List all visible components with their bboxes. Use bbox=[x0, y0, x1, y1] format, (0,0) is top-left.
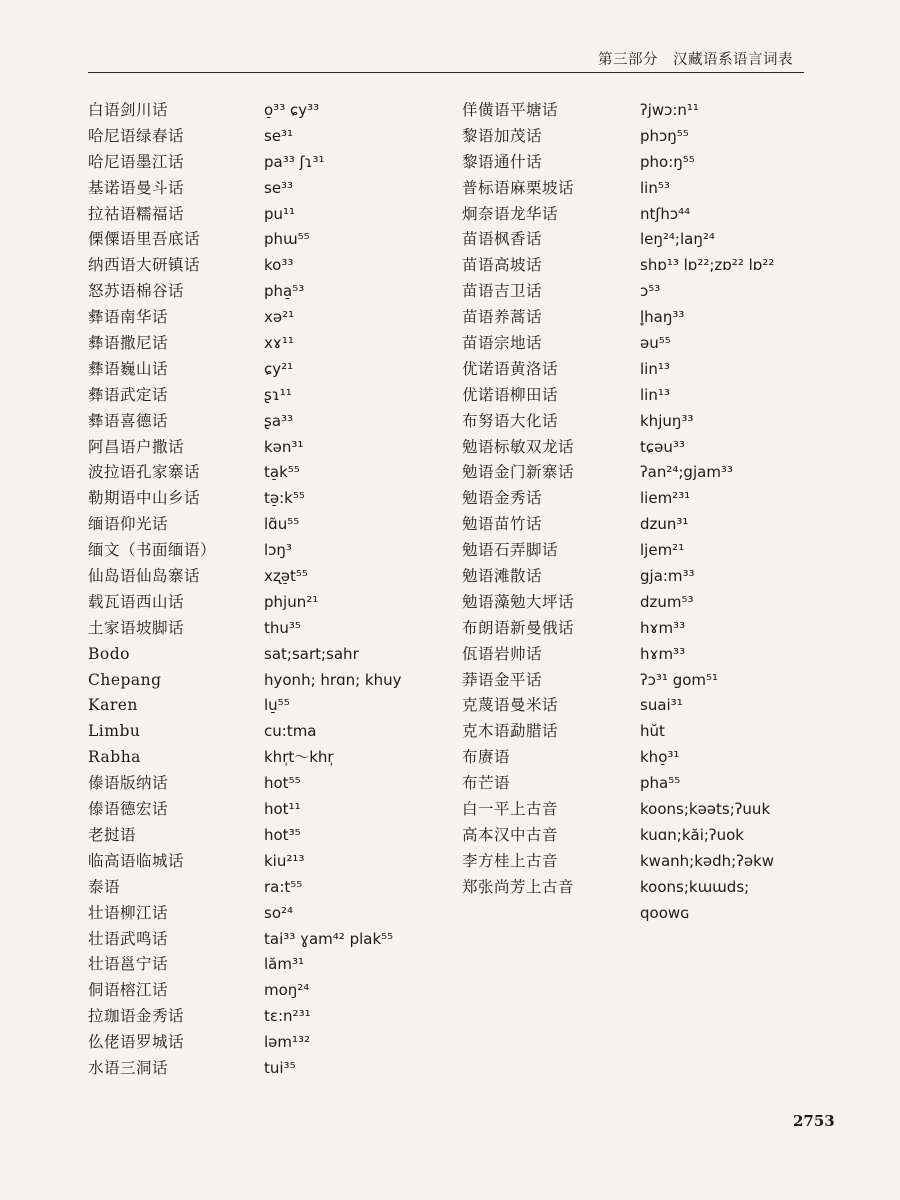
word-form: kiu²¹³ bbox=[264, 851, 305, 870]
entry-row bbox=[88, 331, 458, 357]
word-form: ntʃhɔ⁴⁴ bbox=[640, 204, 691, 223]
word-form: koons;kəəts;ʔuuk bbox=[640, 800, 771, 819]
entry-row bbox=[462, 124, 822, 150]
entry-row bbox=[88, 305, 458, 331]
word-form: lu̠⁵⁵ bbox=[264, 696, 290, 715]
language-name: 布朗语新曼俄话 bbox=[462, 618, 575, 637]
language-name: 老挝语 bbox=[88, 825, 137, 844]
word-form: pha⁵⁵ bbox=[640, 774, 681, 793]
language-name: 苗语吉卫话 bbox=[462, 282, 543, 301]
word-form: tui³⁵ bbox=[264, 1058, 296, 1077]
language-name: 仙岛语仙岛寨话 bbox=[88, 567, 201, 586]
word-form: sat;sart;sahr bbox=[264, 644, 359, 663]
language-name: 泰语 bbox=[88, 877, 121, 896]
entry-row bbox=[462, 538, 822, 564]
word-form: ɕy²¹ bbox=[264, 359, 294, 378]
word-form: ʔjwɔ:n¹¹ bbox=[640, 101, 699, 119]
word-form: hɤm³³ bbox=[640, 618, 686, 637]
entry-row bbox=[88, 486, 458, 512]
language-name: 优诺语柳田话 bbox=[462, 385, 559, 404]
language-name: 仫佬语罗城话 bbox=[88, 1033, 185, 1052]
entry-row bbox=[88, 693, 458, 719]
word-form: xə²¹ bbox=[264, 308, 295, 327]
word-form-continuation: qoowɢ bbox=[640, 903, 690, 922]
entry-row bbox=[462, 305, 822, 331]
language-name: 佯僙语平塘话 bbox=[462, 101, 559, 119]
word-form: phɯ⁵⁵ bbox=[264, 230, 310, 249]
language-name: 彝语武定话 bbox=[88, 385, 169, 404]
language-name: Bodo bbox=[88, 644, 130, 663]
language-name: 克蔑语曼米话 bbox=[462, 696, 559, 715]
word-form: hot⁵⁵ bbox=[264, 774, 301, 793]
word-form: lɔŋ³ bbox=[264, 541, 292, 560]
entry-row bbox=[462, 771, 822, 797]
entry-row bbox=[88, 538, 458, 564]
language-name: 苗语养蒿话 bbox=[462, 308, 543, 327]
word-form: gja:m³³ bbox=[640, 567, 695, 586]
language-name: 苗语枫香话 bbox=[462, 230, 543, 249]
word-form: koons;kɯɯds; bbox=[640, 877, 750, 896]
language-name: 普标语麻栗坡话 bbox=[462, 178, 575, 197]
entry-row bbox=[462, 227, 822, 253]
entry-row bbox=[88, 616, 458, 642]
word-form: kwanh;kədh;ʔəkw bbox=[640, 851, 775, 870]
word-form: pha̠⁵³ bbox=[264, 282, 305, 301]
entry-row bbox=[88, 668, 458, 694]
page-number: 2753 bbox=[793, 1112, 835, 1130]
language-name: 怒苏语棉谷话 bbox=[88, 282, 185, 301]
language-name: 莽语金平话 bbox=[462, 670, 543, 689]
language-name: 白一平上古音 bbox=[462, 800, 559, 819]
word-form: lɑ̃u⁵⁵ bbox=[264, 515, 300, 534]
entry-row bbox=[462, 357, 822, 383]
word-form: tai³³ ɣam⁴² plak⁵⁵ bbox=[264, 929, 394, 948]
word-form: ʂɿ¹¹ bbox=[264, 385, 292, 404]
word-form: lin⁵³ bbox=[640, 178, 670, 197]
entry-row bbox=[462, 98, 822, 124]
word-form: lin¹³ bbox=[640, 359, 670, 378]
header-rule bbox=[88, 72, 804, 73]
entry-row bbox=[88, 719, 458, 745]
language-name: 傣语德宏话 bbox=[88, 800, 169, 819]
word-form: xɤ¹¹ bbox=[264, 334, 294, 353]
right-column bbox=[462, 98, 822, 927]
language-name: 勉语金门新寨话 bbox=[462, 463, 575, 482]
language-name: 彝语喜德话 bbox=[88, 411, 169, 430]
language-name: 彝语撒尼话 bbox=[88, 334, 169, 353]
entry-row bbox=[462, 693, 822, 719]
entry-row bbox=[88, 435, 458, 461]
entry-row bbox=[462, 512, 822, 538]
word-form: hot¹¹ bbox=[264, 800, 301, 819]
word-form: se³³ bbox=[264, 178, 294, 197]
entry-row bbox=[88, 383, 458, 409]
word-form: o̠³³ ɕy³³ bbox=[264, 101, 320, 119]
entry-row bbox=[462, 875, 822, 901]
language-name: 傈僳语里吾底话 bbox=[88, 230, 201, 249]
word-form: ʂa³³ bbox=[264, 411, 294, 430]
language-name: 白语剑川话 bbox=[88, 101, 169, 119]
word-form: əu⁵⁵ bbox=[640, 334, 671, 353]
entry-row bbox=[88, 771, 458, 797]
word-form: l̥haŋ³³ bbox=[640, 308, 685, 327]
language-name: 高本汉中古音 bbox=[462, 825, 559, 844]
entry-row bbox=[88, 978, 458, 1004]
language-name: 拉珈语金秀话 bbox=[88, 1007, 185, 1026]
entry-row bbox=[88, 849, 458, 875]
entry-row bbox=[88, 512, 458, 538]
language-name: 黎语通什话 bbox=[462, 152, 543, 171]
entry-row bbox=[88, 279, 458, 305]
word-form: hot³⁵ bbox=[264, 825, 301, 844]
language-name: 勉语金秀话 bbox=[462, 489, 543, 508]
word-form: kən³¹ bbox=[264, 437, 304, 456]
entry-row bbox=[88, 927, 458, 953]
word-form: moŋ²⁴ bbox=[264, 981, 310, 1000]
word-form: hyonh; hrɑn; khuy bbox=[264, 670, 402, 689]
language-name: 壮语武鸣话 bbox=[88, 929, 169, 948]
entry-row bbox=[88, 1056, 458, 1082]
entry-row bbox=[88, 797, 458, 823]
language-name: 苗语高坡话 bbox=[462, 256, 543, 275]
word-form: hŭt bbox=[640, 722, 665, 741]
entry-row bbox=[88, 176, 458, 202]
word-form: ʔan²⁴;gjam³³ bbox=[640, 463, 733, 482]
entry-row bbox=[462, 486, 822, 512]
word-form: phɔŋ⁵⁵ bbox=[640, 126, 689, 145]
entry-row bbox=[462, 435, 822, 461]
entry-row bbox=[88, 150, 458, 176]
entry-row bbox=[88, 124, 458, 150]
entry-row bbox=[462, 564, 822, 590]
entry-row bbox=[88, 1004, 458, 1030]
language-name: 勉语藻勉大坪话 bbox=[462, 592, 575, 611]
word-form: cu:tma bbox=[264, 722, 317, 741]
language-name: 勉语石弄脚话 bbox=[462, 541, 559, 560]
entry-row bbox=[462, 719, 822, 745]
running-header: 第三部分 汉藏语系语言词表 bbox=[598, 52, 793, 68]
entry-row bbox=[88, 823, 458, 849]
language-name: Chepang bbox=[88, 670, 162, 689]
entry-row bbox=[462, 590, 822, 616]
language-name: 缅语仰光话 bbox=[88, 515, 169, 534]
language-name: 苗语宗地话 bbox=[462, 334, 543, 353]
language-name: 勉语滩散话 bbox=[462, 567, 543, 586]
entry-row bbox=[88, 98, 458, 124]
entry-row bbox=[462, 383, 822, 409]
entry-row bbox=[462, 616, 822, 642]
language-name: 布赓语 bbox=[462, 748, 511, 767]
entry-row bbox=[88, 590, 458, 616]
language-name: 克木语勐腊话 bbox=[462, 722, 559, 741]
language-name: 哈尼语绿春话 bbox=[88, 126, 185, 145]
entry-row bbox=[462, 823, 822, 849]
word-form: ləm¹³² bbox=[264, 1033, 311, 1052]
entry-row bbox=[462, 202, 822, 228]
language-name: 哈尼语墨江话 bbox=[88, 152, 185, 171]
language-name: 缅文（书面缅语） bbox=[88, 541, 217, 560]
entry-continuation bbox=[462, 901, 822, 927]
language-name: 波拉语孔家寨话 bbox=[88, 463, 201, 482]
word-form: ko³³ bbox=[264, 256, 294, 275]
word-form: xʐə̠t⁵⁵ bbox=[264, 567, 308, 586]
entry-row bbox=[462, 797, 822, 823]
language-name: 佤语岩帅话 bbox=[462, 644, 543, 663]
language-name: 李方桂上古音 bbox=[462, 851, 559, 870]
language-name: 布努语大化话 bbox=[462, 411, 559, 430]
language-name: 拉祜语糯福话 bbox=[88, 204, 185, 223]
language-name: 壮语柳江话 bbox=[88, 903, 169, 922]
language-name: 载瓦语西山话 bbox=[88, 592, 185, 611]
language-name: Karen bbox=[88, 696, 138, 715]
entry-row bbox=[462, 176, 822, 202]
word-form: tɛ:n²³¹ bbox=[264, 1007, 311, 1026]
language-name: 优诺语黄洛话 bbox=[462, 359, 559, 378]
word-form: khjuŋ³³ bbox=[640, 411, 694, 430]
word-form: tə̠:k⁵⁵ bbox=[264, 489, 305, 508]
entry-row bbox=[88, 642, 458, 668]
language-name: 壮语邕宁话 bbox=[88, 955, 169, 974]
language-name: 傣语版纳话 bbox=[88, 774, 169, 793]
entry-row bbox=[88, 409, 458, 435]
entry-row bbox=[462, 745, 822, 771]
language-name: 彝语南华话 bbox=[88, 308, 169, 327]
entry-row bbox=[88, 357, 458, 383]
entry-row bbox=[88, 253, 458, 279]
word-form: ta̠k⁵⁵ bbox=[264, 463, 300, 482]
word-form: phjun²¹ bbox=[264, 592, 319, 611]
word-form: suai³¹ bbox=[640, 696, 683, 715]
word-form: pho:ŋ⁵⁵ bbox=[640, 152, 695, 171]
entry-row bbox=[462, 409, 822, 435]
word-form: se³¹ bbox=[264, 126, 294, 145]
word-form: ljem²¹ bbox=[640, 541, 685, 560]
entry-row bbox=[88, 952, 458, 978]
word-form: hɤm³³ bbox=[640, 644, 686, 663]
language-name: 郑张尚芳上古音 bbox=[462, 877, 575, 896]
language-name: 临高语临城话 bbox=[88, 851, 185, 870]
language-name: 彝语巍山话 bbox=[88, 359, 169, 378]
entry-row bbox=[88, 460, 458, 486]
language-name: 阿昌语户撒话 bbox=[88, 437, 185, 456]
word-form: ʔɔ³¹ gom⁵¹ bbox=[640, 670, 719, 689]
entry-row bbox=[462, 642, 822, 668]
entry-row bbox=[462, 279, 822, 305]
entry-row bbox=[462, 331, 822, 357]
language-name: 炯奈语龙华话 bbox=[462, 204, 559, 223]
entry-row bbox=[462, 668, 822, 694]
word-form: leŋ²⁴;laŋ²⁴ bbox=[640, 230, 715, 249]
entry-row bbox=[88, 875, 458, 901]
word-form: lin¹³ bbox=[640, 385, 670, 404]
word-form: khr̩t～khr̩ bbox=[264, 748, 334, 767]
word-form: kuɑn;kăi;ʔuok bbox=[640, 825, 744, 844]
language-name: 勉语苗竹话 bbox=[462, 515, 543, 534]
word-form: liem²³¹ bbox=[640, 489, 691, 508]
entry-row bbox=[88, 202, 458, 228]
language-name: 侗语榕江话 bbox=[88, 981, 169, 1000]
entry-row bbox=[462, 150, 822, 176]
word-form: dzum⁵³ bbox=[640, 592, 694, 611]
language-name: Rabha bbox=[88, 748, 141, 767]
word-form: tɕəu³³ bbox=[640, 437, 685, 456]
entry-row bbox=[462, 460, 822, 486]
word-form: pu¹¹ bbox=[264, 204, 296, 223]
language-name: 基诺语曼斗话 bbox=[88, 178, 185, 197]
language-name: Limbu bbox=[88, 722, 141, 741]
language-name: 纳西语大研镇话 bbox=[88, 256, 201, 275]
word-form: so²⁴ bbox=[264, 903, 294, 922]
language-name: 水语三洞话 bbox=[88, 1058, 169, 1077]
entry-row bbox=[462, 253, 822, 279]
word-form: pa³³ ʃɿ³¹ bbox=[264, 152, 325, 171]
word-form: shɒ¹³ lɒ²²;zɒ²² lɒ²² bbox=[640, 256, 775, 275]
word-form: thu³⁵ bbox=[264, 618, 301, 637]
language-name: 黎语加茂话 bbox=[462, 126, 543, 145]
language-name: 土家语坡脚话 bbox=[88, 618, 185, 637]
word-form: ɔ⁵³ bbox=[640, 282, 661, 301]
entry-row bbox=[88, 901, 458, 927]
entry-row bbox=[88, 1030, 458, 1056]
language-name: 布芒语 bbox=[462, 774, 511, 793]
word-form: ra:t⁵⁵ bbox=[264, 877, 303, 896]
word-form: lăm³¹ bbox=[264, 955, 304, 974]
word-form: kho̠³¹ bbox=[640, 748, 680, 767]
entry-row bbox=[88, 745, 458, 771]
word-form: dzun³¹ bbox=[640, 515, 689, 534]
entry-row bbox=[88, 227, 458, 253]
language-name: 勒期语中山乡话 bbox=[88, 489, 201, 508]
entry-row bbox=[462, 849, 822, 875]
language-name: 勉语标敏双龙话 bbox=[462, 437, 575, 456]
left-column bbox=[88, 98, 458, 1082]
entry-row bbox=[88, 564, 458, 590]
